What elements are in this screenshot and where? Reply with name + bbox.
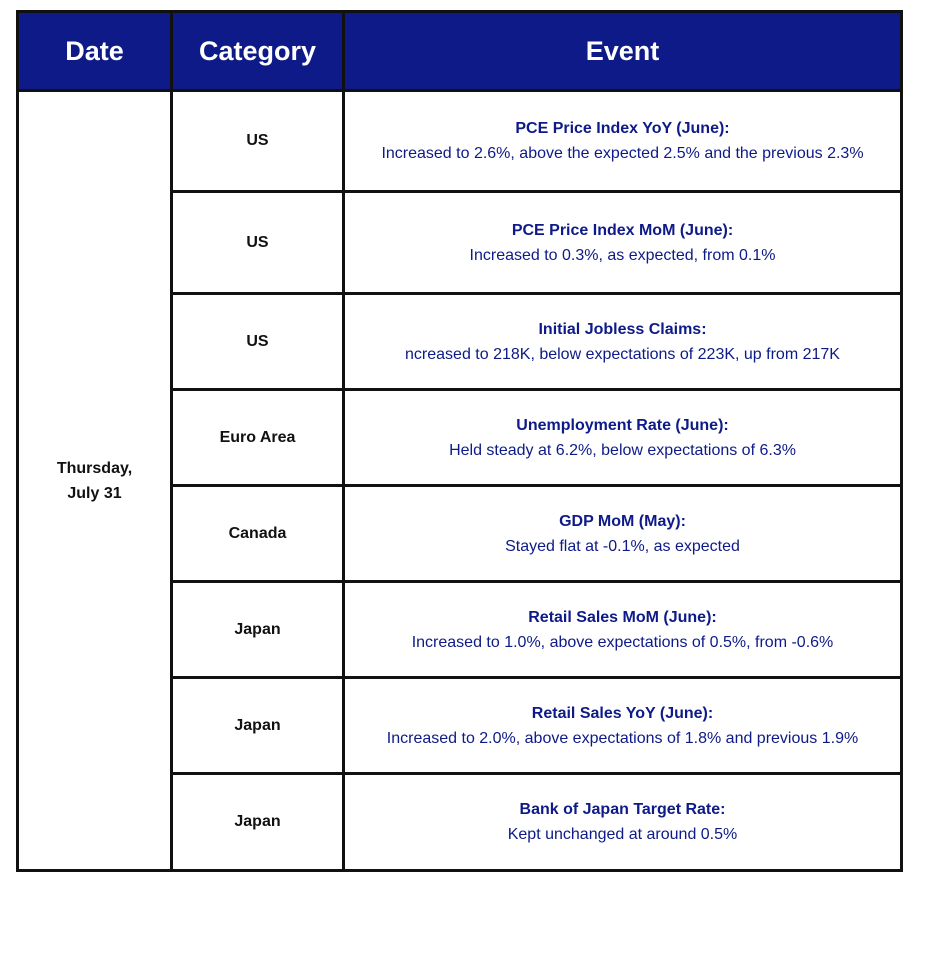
category-cell: US (172, 294, 344, 390)
economic-calendar-table-wrapper (16, 10, 903, 872)
header-event: Event (344, 12, 902, 91)
date-cell (18, 91, 172, 871)
event-description: ncreased to 218K, below expectations of 223K, up from 217K (405, 345, 840, 363)
event-description: Increased to 2.0%, above expectations of 1.8% and previous 1.9% (386, 729, 859, 747)
event-cell (344, 294, 902, 390)
event-cell (344, 192, 902, 294)
event-description: Kept unchanged at around 0.5% (507, 826, 738, 843)
event-cell (344, 774, 902, 871)
event-title: Retail Sales YoY (June): (531, 704, 714, 722)
event-title: PCE Price Index YoY (June): (515, 120, 730, 137)
event-title: PCE Price Index MoM (June): (511, 221, 734, 239)
category-cell: US (172, 192, 344, 294)
category-cell: Japan (172, 678, 344, 774)
event-cell (344, 91, 902, 192)
category-cell: Japan (172, 582, 344, 678)
header-date: Date (18, 12, 172, 91)
header-row (18, 12, 902, 91)
event-cell (344, 390, 902, 486)
event-description: Increased to 1.0%, above expectations of 0.5%, from -0.6% (411, 633, 834, 651)
event-title: Bank of Japan Target Rate: (519, 801, 726, 818)
economic-calendar-table (16, 10, 903, 872)
event-description: Increased to 2.6%, above the expected 2.5% and the previous 2.3% (381, 145, 864, 162)
header-category: Category (172, 12, 344, 91)
event-cell (344, 486, 902, 582)
table-header (18, 12, 902, 91)
event-description: Stayed flat at -0.1%, as expected (505, 537, 740, 555)
event-title: GDP MoM (May): (559, 512, 686, 530)
event-cell (344, 678, 902, 774)
date-day: July 31 (67, 484, 122, 502)
table-row (18, 91, 902, 192)
table-body (18, 91, 902, 871)
category-cell: US (172, 91, 344, 192)
category-cell: Euro Area (172, 390, 344, 486)
category-cell: Japan (172, 774, 344, 871)
event-description: Held steady at 6.2%, below expectations of 6.3% (449, 441, 796, 459)
date-weekday: Thursday, (56, 459, 133, 477)
event-title: Initial Jobless Claims: (538, 320, 707, 338)
category-cell: Canada (172, 486, 344, 582)
event-cell (344, 582, 902, 678)
event-title: Retail Sales MoM (June): (528, 608, 717, 626)
event-title: Unemployment Rate (June): (516, 416, 729, 434)
event-description: Increased to 0.3%, as expected, from 0.1% (469, 246, 776, 264)
